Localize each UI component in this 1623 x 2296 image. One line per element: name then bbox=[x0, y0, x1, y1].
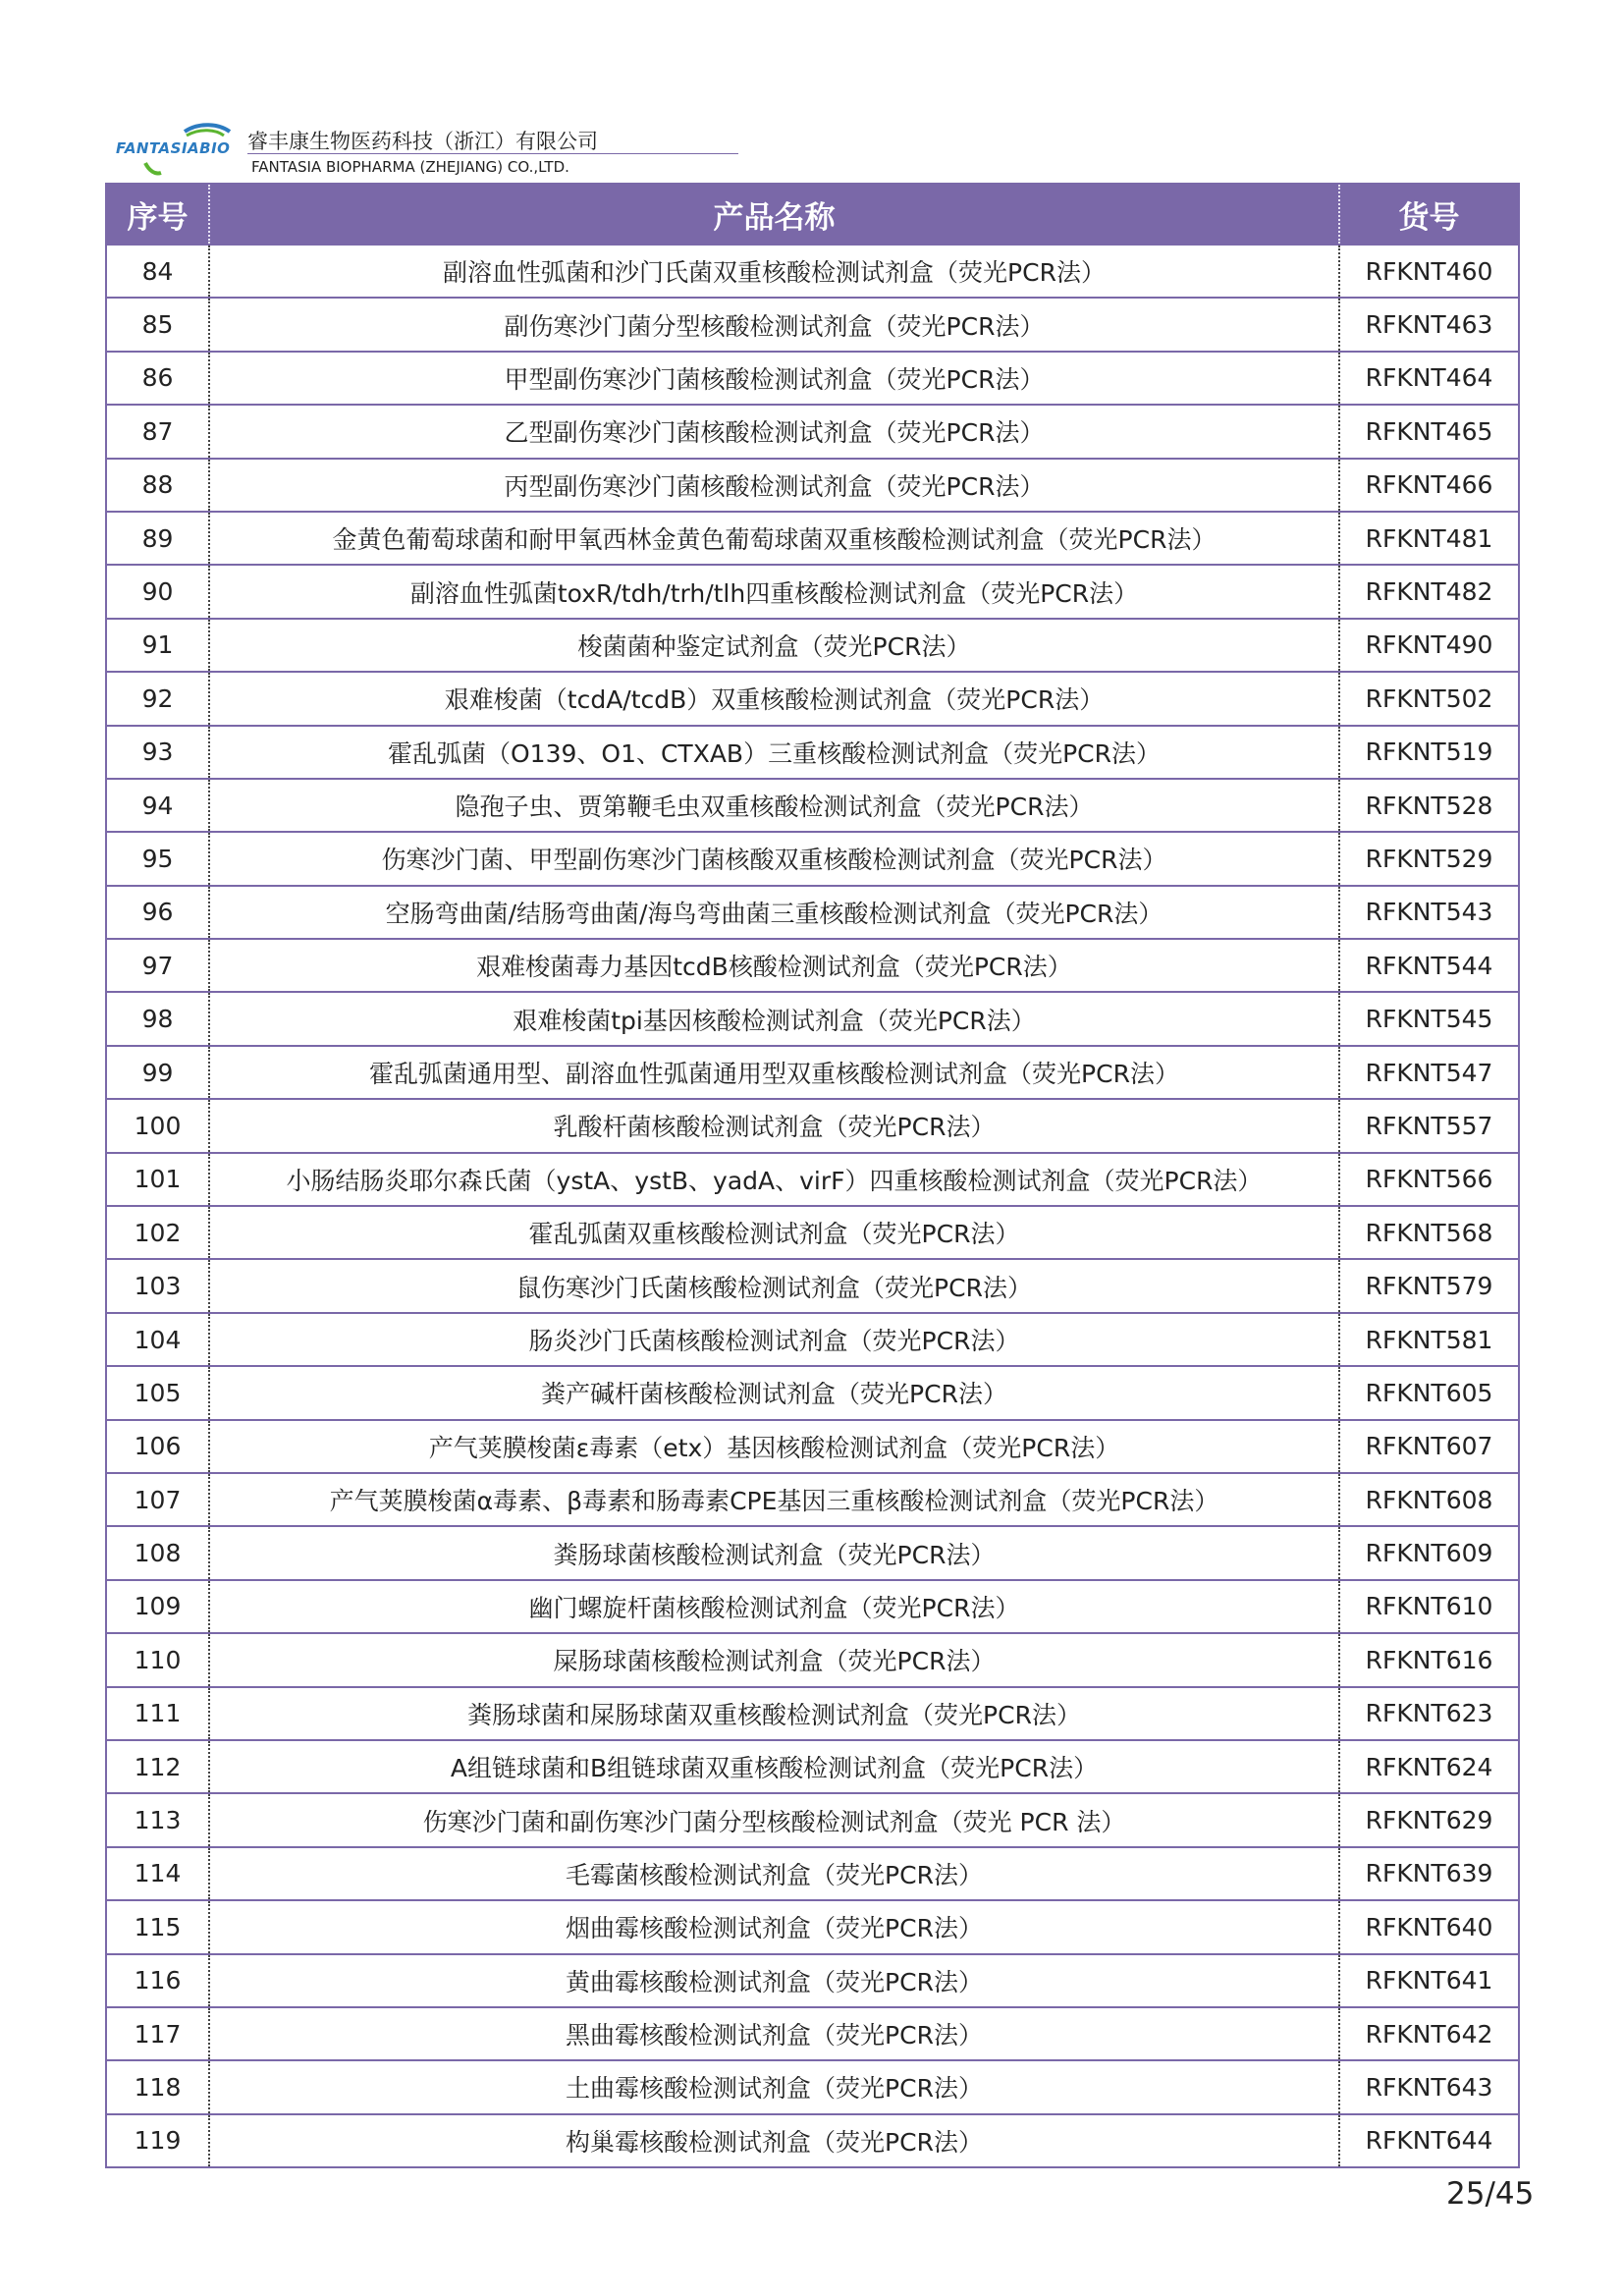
table-row bbox=[107, 2113, 1518, 2166]
cell-product-name: 肠炎沙门氏菌核酸检测试剂盒（荧光PCR法） bbox=[210, 1314, 1340, 1365]
table-row bbox=[107, 297, 1518, 350]
table-row bbox=[107, 1365, 1518, 1418]
column-header-no: 序号 bbox=[107, 185, 210, 244]
cell-product-code: RFKNT581 bbox=[1365, 1325, 1493, 1354]
table-row bbox=[107, 1205, 1518, 1258]
cell-product-name: 构巢霉核酸检测试剂盒（荧光PCR法） bbox=[210, 2115, 1340, 2166]
cell-product-code: RFKNT639 bbox=[1365, 1859, 1493, 1888]
table-row bbox=[107, 1419, 1518, 1472]
cell-product-name: 甲型副伤寒沙门菌核酸检测试剂盒（荧光PCR法） bbox=[210, 353, 1340, 404]
table-row bbox=[107, 2059, 1518, 2112]
cell-no: 116 bbox=[107, 1955, 210, 2006]
cell-product-name: 土曲霉核酸检测试剂盒（荧光PCR法） bbox=[210, 2061, 1340, 2112]
cell-product-name: 梭菌菌种鉴定试剂盒（荧光PCR法） bbox=[210, 620, 1340, 671]
cell-product-code: RFKNT547 bbox=[1365, 1058, 1493, 1087]
cell-product-code: RFKNT464 bbox=[1365, 363, 1493, 393]
cell-no: 93 bbox=[107, 727, 210, 778]
cell-product-name: 粪肠球菌和屎肠球菌双重核酸检测试剂盒（荧光PCR法） bbox=[210, 1688, 1340, 1739]
cell-product-name: 霍乱弧菌通用型、副溶血性弧菌通用型双重核酸检测试剂盒（荧光PCR法） bbox=[210, 1047, 1340, 1098]
cell-product-name: 小肠结肠炎耶尔森氏菌（ystA、ystB、yadA、virF）四重核酸检测试剂盒（荧光PCR法） bbox=[210, 1154, 1340, 1205]
cell-no: 98 bbox=[107, 993, 210, 1044]
cell-product-name: 屎肠球菌核酸检测试剂盒（荧光PCR法） bbox=[210, 1634, 1340, 1685]
table-row bbox=[107, 1472, 1518, 1525]
cell-product-name: 副溶血性弧菌和沙门氏菌双重核酸检测试剂盒（荧光PCR法） bbox=[210, 246, 1340, 297]
table-row bbox=[107, 725, 1518, 778]
table-row bbox=[107, 1312, 1518, 1365]
cell-product-name: 鼠伤寒沙门氏菌核酸检测试剂盒（荧光PCR法） bbox=[210, 1260, 1340, 1311]
cell-product-code: RFKNT623 bbox=[1365, 1699, 1493, 1728]
cell-product-code: RFKNT644 bbox=[1365, 2126, 1493, 2156]
cell-product-name: 产气荚膜梭菌ε毒素（etx）基因核酸检测试剂盒（荧光PCR法） bbox=[210, 1421, 1340, 1472]
cell-no: 91 bbox=[107, 620, 210, 671]
cell-no: 96 bbox=[107, 887, 210, 938]
table-row bbox=[107, 991, 1518, 1044]
cell-product-code: RFKNT608 bbox=[1365, 1485, 1493, 1514]
cell-no: 92 bbox=[107, 673, 210, 724]
cell-product-name: A组链球菌和B组链球菌双重核酸检测试剂盒（荧光PCR法） bbox=[210, 1741, 1340, 1792]
cell-product-name: 乳酸杆菌核酸检测试剂盒（荧光PCR法） bbox=[210, 1100, 1340, 1151]
cell-product-code: RFKNT482 bbox=[1365, 577, 1493, 607]
table-row bbox=[107, 2006, 1518, 2059]
cell-no: 107 bbox=[107, 1474, 210, 1525]
company-name-cn: 睿丰康生物医药科技（浙江）有限公司 bbox=[247, 130, 598, 153]
table-row bbox=[107, 351, 1518, 404]
cell-product-code: RFKNT640 bbox=[1365, 1912, 1493, 1941]
cell-no: 88 bbox=[107, 460, 210, 511]
cell-product-code: RFKNT605 bbox=[1365, 1378, 1493, 1407]
cell-product-code: RFKNT557 bbox=[1365, 1111, 1493, 1140]
cell-product-name: 艰难梭菌tpi基因核酸检测试剂盒（荧光PCR法） bbox=[210, 993, 1340, 1044]
table-row bbox=[107, 404, 1518, 457]
cell-product-code: RFKNT490 bbox=[1365, 630, 1493, 660]
cell-product-name: 空肠弯曲菌/结肠弯曲菌/海鸟弯曲菌三重核酸检测试剂盒（荧光PCR法） bbox=[210, 887, 1340, 938]
cell-product-name: 艰难梭菌（tcdA/tcdB）双重核酸检测试剂盒（荧光PCR法） bbox=[210, 673, 1340, 724]
column-header-name: 产品名称 bbox=[210, 185, 1340, 244]
cell-no: 114 bbox=[107, 1848, 210, 1899]
cell-product-code: RFKNT641 bbox=[1365, 1966, 1493, 1995]
cell-no: 94 bbox=[107, 780, 210, 831]
table-row bbox=[107, 1579, 1518, 1632]
table-row bbox=[107, 1899, 1518, 1952]
cell-product-name: 霍乱弧菌双重核酸检测试剂盒（荧光PCR法） bbox=[210, 1207, 1340, 1258]
cell-product-name: 毛霉菌核酸检测试剂盒（荧光PCR法） bbox=[210, 1848, 1340, 1899]
cell-product-code: RFKNT481 bbox=[1365, 523, 1493, 553]
cell-product-code: RFKNT624 bbox=[1365, 1752, 1493, 1781]
cell-product-name: 副伤寒沙门菌分型核酸检测试剂盒（荧光PCR法） bbox=[210, 299, 1340, 350]
cell-product-code: RFKNT629 bbox=[1365, 1806, 1493, 1835]
cell-no: 102 bbox=[107, 1207, 210, 1258]
table-row bbox=[107, 671, 1518, 724]
cell-no: 110 bbox=[107, 1634, 210, 1685]
cell-product-code: RFKNT642 bbox=[1365, 2019, 1493, 2049]
product-table bbox=[105, 183, 1520, 2168]
cell-product-code: RFKNT616 bbox=[1365, 1645, 1493, 1674]
cell-no: 105 bbox=[107, 1367, 210, 1418]
table-row bbox=[107, 1258, 1518, 1311]
cell-no: 85 bbox=[107, 299, 210, 350]
table-row bbox=[107, 1045, 1518, 1098]
page-number: 25/45 bbox=[1446, 2176, 1535, 2212]
table-row bbox=[107, 1953, 1518, 2006]
cell-product-code: RFKNT528 bbox=[1365, 791, 1493, 820]
cell-no: 111 bbox=[107, 1688, 210, 1739]
cell-no: 99 bbox=[107, 1047, 210, 1098]
cell-no: 86 bbox=[107, 353, 210, 404]
cell-no: 95 bbox=[107, 833, 210, 884]
cell-product-name: 金黄色葡萄球菌和耐甲氧西林金黄色葡萄球菌双重核酸检测试剂盒（荧光PCR法） bbox=[210, 513, 1340, 564]
cell-product-name: 粪肠球菌核酸检测试剂盒（荧光PCR法） bbox=[210, 1527, 1340, 1578]
cell-product-code: RFKNT519 bbox=[1365, 738, 1493, 767]
table-row bbox=[107, 564, 1518, 617]
cell-no: 118 bbox=[107, 2061, 210, 2112]
logo-wordmark: FANTASIABIO bbox=[116, 139, 231, 157]
table-row bbox=[107, 885, 1518, 938]
cell-no: 109 bbox=[107, 1581, 210, 1632]
table-row bbox=[107, 1098, 1518, 1151]
table-row bbox=[107, 618, 1518, 671]
cell-product-name: 伤寒沙门菌和副伤寒沙门菌分型核酸检测试剂盒（荧光 PCR 法） bbox=[210, 1794, 1340, 1845]
table-row bbox=[107, 244, 1518, 297]
header-divider bbox=[247, 153, 738, 154]
cell-no: 101 bbox=[107, 1154, 210, 1205]
cell-product-name: 伤寒沙门菌、甲型副伤寒沙门菌核酸双重核酸检测试剂盒（荧光PCR法） bbox=[210, 833, 1340, 884]
page-header bbox=[116, 118, 626, 185]
cell-product-code: RFKNT579 bbox=[1365, 1272, 1493, 1301]
cell-product-code: RFKNT529 bbox=[1365, 844, 1493, 873]
cell-no: 104 bbox=[107, 1314, 210, 1365]
cell-product-name: 霍乱弧菌（O139、O1、CTXAB）三重核酸检测试剂盒（荧光PCR法） bbox=[210, 727, 1340, 778]
cell-no: 117 bbox=[107, 2008, 210, 2059]
cell-product-name: 丙型副伤寒沙门菌核酸检测试剂盒（荧光PCR法） bbox=[210, 460, 1340, 511]
cell-product-code: RFKNT460 bbox=[1365, 256, 1493, 286]
table-row bbox=[107, 1525, 1518, 1578]
cell-no: 103 bbox=[107, 1260, 210, 1311]
table-row bbox=[107, 1739, 1518, 1792]
cell-product-code: RFKNT568 bbox=[1365, 1218, 1493, 1247]
table-row bbox=[107, 831, 1518, 884]
cell-product-name: 乙型副伤寒沙门菌核酸检测试剂盒（荧光PCR法） bbox=[210, 406, 1340, 457]
cell-product-name: 副溶血性弧菌toxR/tdh/trh/tlh四重核酸检测试剂盒（荧光PCR法） bbox=[210, 566, 1340, 617]
cell-product-name: 黑曲霉核酸检测试剂盒（荧光PCR法） bbox=[210, 2008, 1340, 2059]
cell-product-name: 幽门螺旋杆菌核酸检测试剂盒（荧光PCR法） bbox=[210, 1581, 1340, 1632]
cell-product-name: 黄曲霉核酸检测试剂盒（荧光PCR法） bbox=[210, 1955, 1340, 2006]
cell-product-code: RFKNT566 bbox=[1365, 1165, 1493, 1194]
cell-product-code: RFKNT463 bbox=[1365, 310, 1493, 340]
cell-product-code: RFKNT544 bbox=[1365, 951, 1493, 980]
cell-product-name: 产气荚膜梭菌α毒素、β毒素和肠毒素CPE基因三重核酸检测试剂盒（荧光PCR法） bbox=[210, 1474, 1340, 1525]
cell-product-code: RFKNT643 bbox=[1365, 2072, 1493, 2102]
table-header-row bbox=[107, 185, 1518, 244]
cell-product-name: 烟曲霉核酸检测试剂盒（荧光PCR法） bbox=[210, 1901, 1340, 1952]
table-row bbox=[107, 1152, 1518, 1205]
table-row bbox=[107, 938, 1518, 991]
cell-no: 112 bbox=[107, 1741, 210, 1792]
column-header-code: 货号 bbox=[1398, 199, 1460, 236]
cell-product-name: 隐孢子虫、贾第鞭毛虫双重核酸检测试剂盒（荧光PCR法） bbox=[210, 780, 1340, 831]
company-name-en: FANTASIA BIOPHARMA (ZHEJIANG) CO.,LTD. bbox=[251, 158, 569, 176]
cell-no: 97 bbox=[107, 940, 210, 991]
cell-product-code: RFKNT607 bbox=[1365, 1432, 1493, 1461]
cell-product-code: RFKNT610 bbox=[1365, 1592, 1493, 1621]
company-logo bbox=[116, 118, 242, 179]
cell-no: 87 bbox=[107, 406, 210, 457]
cell-product-code: RFKNT466 bbox=[1365, 470, 1493, 500]
cell-no: 89 bbox=[107, 513, 210, 564]
cell-no: 115 bbox=[107, 1901, 210, 1952]
table-row bbox=[107, 458, 1518, 511]
cell-product-code: RFKNT465 bbox=[1365, 416, 1493, 446]
table-row bbox=[107, 1632, 1518, 1685]
cell-product-code: RFKNT545 bbox=[1365, 1005, 1493, 1034]
cell-no: 119 bbox=[107, 2115, 210, 2166]
cell-product-code: RFKNT543 bbox=[1365, 898, 1493, 927]
table-row bbox=[107, 511, 1518, 564]
table-row bbox=[107, 1686, 1518, 1739]
cell-no: 90 bbox=[107, 566, 210, 617]
cell-product-name: 艰难梭菌毒力基因tcdB核酸检测试剂盒（荧光PCR法） bbox=[210, 940, 1340, 991]
cell-no: 113 bbox=[107, 1794, 210, 1845]
cell-product-code: RFKNT609 bbox=[1365, 1539, 1493, 1568]
table-row bbox=[107, 1846, 1518, 1899]
cell-no: 106 bbox=[107, 1421, 210, 1472]
cell-no: 108 bbox=[107, 1527, 210, 1578]
cell-product-code: RFKNT502 bbox=[1365, 683, 1493, 713]
cell-no: 84 bbox=[107, 246, 210, 297]
cell-product-name: 粪产碱杆菌核酸检测试剂盒（荧光PCR法） bbox=[210, 1367, 1340, 1418]
table-row bbox=[107, 1792, 1518, 1845]
table-row bbox=[107, 778, 1518, 831]
cell-no: 100 bbox=[107, 1100, 210, 1151]
